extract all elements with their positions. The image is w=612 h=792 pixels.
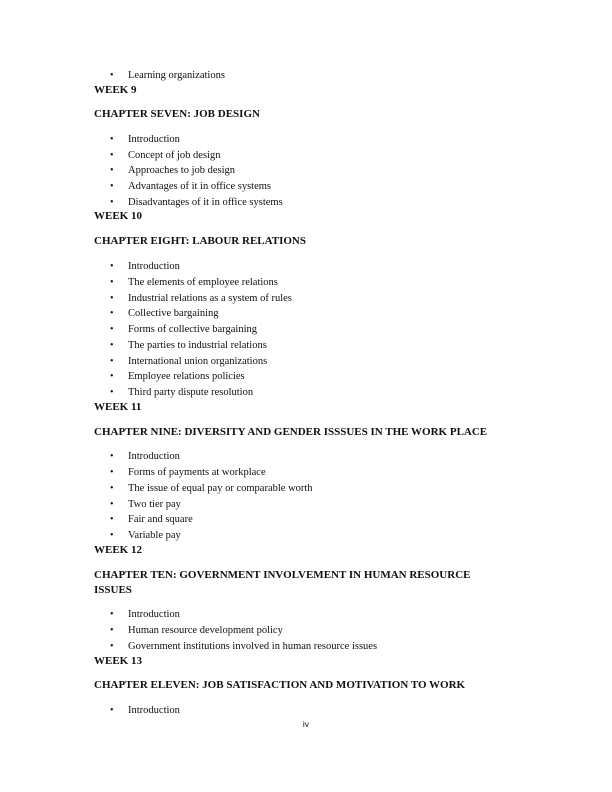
- list-item: • The parties to industrial relations: [110, 340, 267, 351]
- list-item: • Concept of job design: [110, 150, 221, 161]
- list-item: • Variable pay: [110, 530, 181, 541]
- bullet-icon: •: [110, 499, 114, 510]
- list-item: • Two tier pay: [110, 499, 181, 510]
- list-item: • Introduction: [110, 451, 180, 462]
- bullet-icon: •: [110, 197, 114, 208]
- list-item: • Approaches to job design: [110, 165, 236, 176]
- list-item: • Government institutions involved in human resource issues: [110, 641, 378, 652]
- bullet-icon: •: [110, 483, 114, 494]
- chapter-heading: CHAPTER TEN: GOVERNMENT INVOLVEMENT IN HUMAN RESOURCE: [94, 569, 471, 581]
- bullet-icon: •: [110, 277, 114, 288]
- list-item: • Learning organizations: [110, 70, 225, 81]
- list-item: • Disadvantages of it in office systems: [110, 197, 283, 208]
- list-item: • Fair and square: [110, 514, 193, 525]
- list-item: • The issue of equal pay or comparable worth: [110, 483, 313, 494]
- week-heading: WEEK 13: [94, 655, 142, 667]
- week-heading: WEEK 12: [94, 544, 142, 556]
- bullet-icon: •: [110, 165, 114, 176]
- list-item: • Industrial relations as a system of rules: [110, 293, 292, 304]
- bullet-icon: •: [110, 340, 114, 351]
- bullet-icon: •: [110, 261, 114, 272]
- bullet-icon: •: [110, 467, 114, 478]
- list-item: • Introduction: [110, 609, 180, 620]
- bullet-icon: •: [110, 530, 114, 541]
- week-heading: WEEK 9: [94, 84, 137, 96]
- list-item: • Human resource development policy: [110, 625, 283, 636]
- bullet-icon: •: [110, 134, 114, 145]
- list-item: • Introduction: [110, 134, 180, 145]
- bullet-icon: •: [110, 371, 114, 382]
- list-item: • Forms of collective bargaining: [110, 324, 257, 335]
- chapter-heading-continued: ISSUES: [94, 584, 132, 596]
- list-item: • International union organizations: [110, 356, 268, 367]
- bullet-icon: •: [110, 641, 114, 652]
- week-heading: WEEK 11: [94, 401, 142, 413]
- list-item: • Advantages of it in office systems: [110, 181, 271, 192]
- page-number: iv: [302, 719, 310, 729]
- bullet-icon: •: [110, 514, 114, 525]
- list-item: • Collective bargaining: [110, 308, 219, 319]
- list-item: • Introduction: [110, 705, 180, 716]
- list-item: • Introduction: [110, 261, 180, 272]
- bullet-icon: •: [110, 625, 114, 636]
- bullet-icon: •: [110, 150, 114, 161]
- list-item: • The elements of employee relations: [110, 277, 278, 288]
- bullet-icon: •: [110, 705, 114, 716]
- chapter-heading: CHAPTER EIGHT: LABOUR RELATIONS: [94, 235, 306, 247]
- bullet-icon: •: [110, 451, 114, 462]
- bullet-icon: •: [110, 181, 114, 192]
- bullet-icon: •: [110, 387, 114, 398]
- bullet-icon: •: [110, 308, 114, 319]
- list-item: • Third party dispute resolution: [110, 387, 254, 398]
- week-heading: WEEK 10: [94, 210, 142, 222]
- bullet-icon: •: [110, 293, 114, 304]
- list-item: • Employee relations policies: [110, 371, 245, 382]
- bullet-icon: •: [110, 609, 114, 620]
- chapter-heading: CHAPTER ELEVEN: JOB SATISFACTION AND MOTIVATION TO WORK: [94, 679, 466, 691]
- chapter-heading: CHAPTER NINE: DIVERSITY AND GENDER ISSSUES IN THE WORK PLACE: [94, 426, 488, 438]
- chapter-heading: CHAPTER SEVEN: JOB DESIGN: [94, 108, 260, 120]
- bullet-icon: •: [110, 324, 114, 335]
- bullet-icon: •: [110, 356, 114, 367]
- list-item: • Forms of payments at workplace: [110, 467, 266, 478]
- bullet-icon: •: [110, 70, 114, 81]
